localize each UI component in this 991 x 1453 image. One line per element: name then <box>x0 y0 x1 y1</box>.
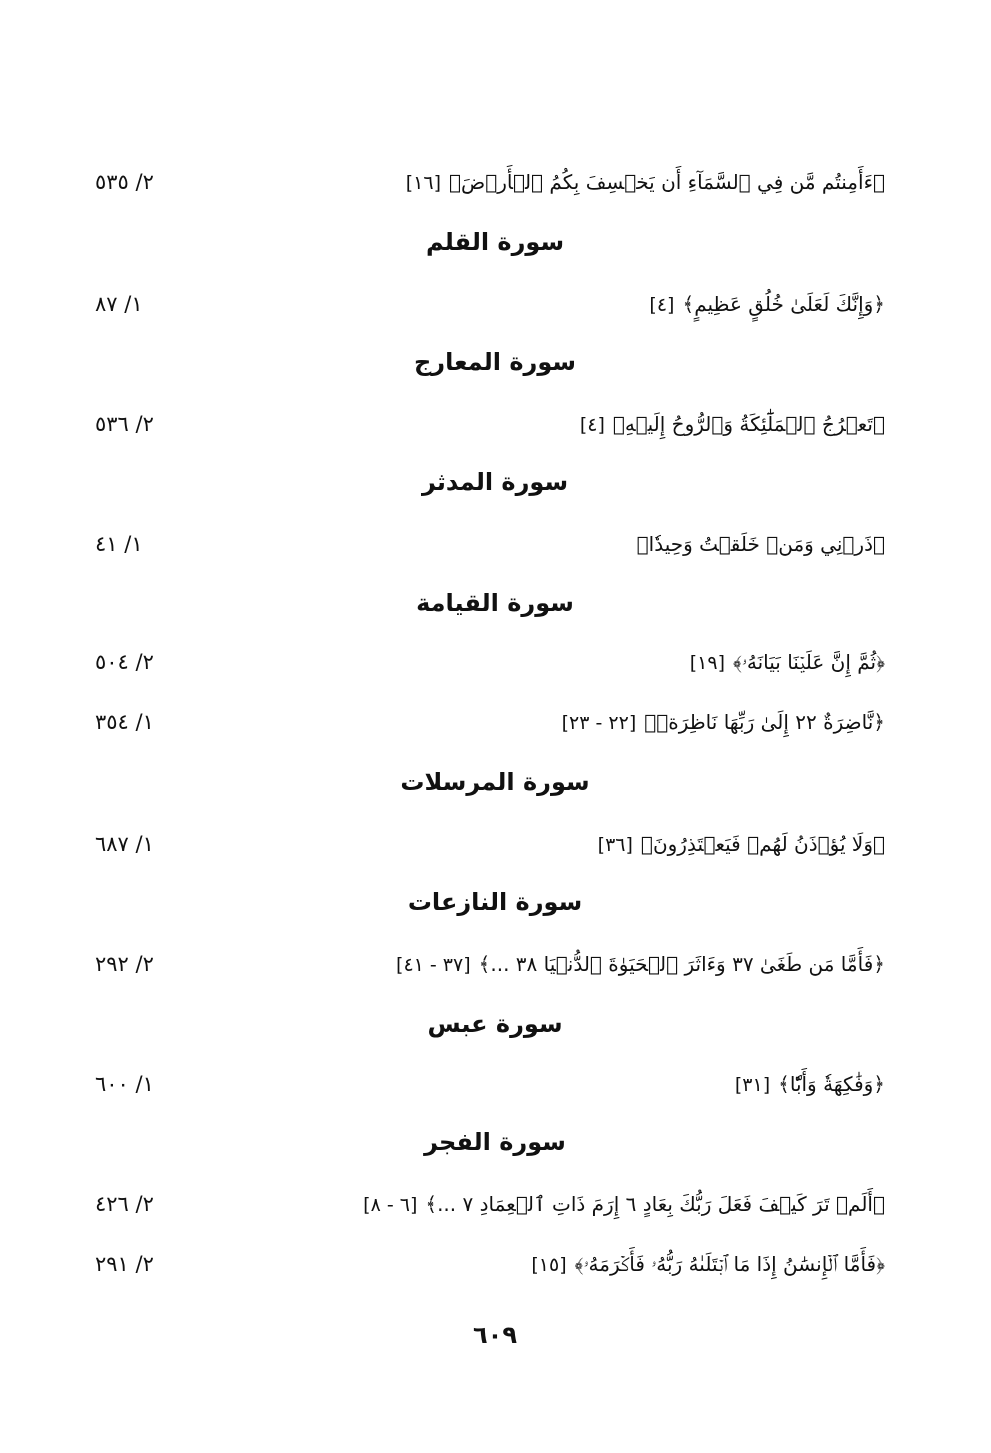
verse-text-line <box>690 640 885 684</box>
ornate-bracket-open: ﴿ <box>873 292 885 316</box>
verse-text-line <box>406 160 885 204</box>
verse-row <box>95 942 885 986</box>
ornate-bracket-close: ﴾ <box>644 710 657 734</box>
verse-text: أَلَمۡ تَرَ كَيۡفَ فَعَلَ رَبُّكَ بِعَادٍ ٦ إِرَمَ ذَاتِ ٱلۡعِمَادِ ٧ ... <box>437 1192 873 1216</box>
verse-text-line <box>580 402 885 446</box>
verse-reference: [٢٢ - ٢٣] <box>561 712 637 734</box>
ornate-bracket-open: ﴿ <box>873 952 885 976</box>
verse-text: وَلَا يُؤۡذَنُ لَهُمۡ فَيَعۡتَذِرُونَ <box>652 832 873 856</box>
ornate-bracket-open: ﴿ <box>873 1072 885 1096</box>
ornate-bracket-close: ﴾ <box>449 170 462 194</box>
volume-page-ref: ٢/ ٥٣٥ <box>95 170 154 194</box>
ornate-bracket-close: ﴾ <box>574 1252 584 1276</box>
volume-page-ref: ٢/ ٥٣٦ <box>95 412 154 436</box>
verse-text: وَإِنَّكَ لَعَلَىٰ خُلُقٍ عَظِيمٍ <box>694 292 874 316</box>
verse-reference: [٤] <box>649 294 675 316</box>
verse-row <box>95 700 885 744</box>
ornate-bracket-close: ﴾ <box>682 292 695 316</box>
surah-heading: سورة الفجر <box>424 1128 566 1156</box>
surah-heading: سورة النازعات <box>407 888 583 916</box>
verse-text: ثُمَّ إِنَّ عَلَيۡنَا بَيَانَهُۥ <box>741 650 877 674</box>
ornate-bracket-close: ﴾ <box>636 532 649 556</box>
verse-text: وَفَٰكِهَةٗ وَأَبّٗا <box>789 1072 874 1096</box>
ornate-bracket-open: ﴿ <box>872 170 885 194</box>
surah-heading: سورة المعارج <box>414 348 576 376</box>
verse-row <box>95 522 885 566</box>
ornate-bracket-open: ﴿ <box>872 412 885 436</box>
verse-row <box>95 402 885 446</box>
ornate-bracket-open: ﴿ <box>876 650 885 674</box>
verse-text-line <box>363 1182 885 1226</box>
verse-row <box>95 282 885 326</box>
verse-text-line <box>629 522 885 566</box>
volume-page-ref: ١/ ٤١ <box>95 532 143 556</box>
verse-text-line <box>531 1242 885 1286</box>
surah-heading: سورة القيامة <box>416 589 574 617</box>
verse-text-line <box>562 700 885 744</box>
verse-text: ذَرۡنِي وَمَنۡ خَلَقۡتُ وَحِيدٗا <box>648 532 873 556</box>
verse-row <box>95 160 885 204</box>
volume-page-ref: ٢/ ٢٩٢ <box>95 952 154 976</box>
verse-reference: [٣٦] <box>597 834 633 856</box>
verse-reference: [٦ - ٨] <box>363 1194 418 1216</box>
volume-page-ref: ١/ ٦٠٠ <box>95 1072 154 1096</box>
verse-row <box>95 640 885 684</box>
ornate-bracket-open: ﴿ <box>872 1192 885 1216</box>
ornate-bracket-close: ﴾ <box>732 650 742 674</box>
verse-text: ءَأَمِنتُم مَّن فِي ٱلسَّمَآءِ أَن يَخۡسِفَ بِكُمُ ٱلۡأَرۡضَ <box>461 170 873 194</box>
volume-page-ref: ١/ ٣٥٤ <box>95 710 154 734</box>
verse-reference: [١٩] <box>689 652 725 674</box>
volume-page-ref: ١/ ٨٧ <box>95 292 143 316</box>
ornate-bracket-close: ﴾ <box>778 1072 790 1096</box>
verse-row <box>95 822 885 866</box>
surah-heading: سورة القلم <box>425 228 565 256</box>
surah-heading: سورة عبس <box>427 1010 563 1038</box>
verse-text-line <box>396 942 885 986</box>
surah-heading: سورة المرسلات <box>400 768 590 796</box>
verse-text: نَّاضِرَةٌ ٢٢ إِلَىٰ رَبِّهَا نَاظِرَةٞ <box>656 710 874 734</box>
verse-row <box>95 1062 885 1106</box>
verse-text: فَأَمَّا مَن طَغَىٰ ٣٧ وَءَاثَرَ ٱلۡحَيَوٰةَ ٱلدُّنۡيَا ٣٨ ... <box>490 952 874 976</box>
ornate-bracket-close: ﴾ <box>640 832 653 856</box>
volume-page-ref: ١/ ٦٨٧ <box>95 832 154 856</box>
verse-text: فَأَمَّا ٱلۡإِنسَٰنُ إِذَا مَا ٱبۡتَلَىٰهُ رَبُّهُۥ فَأَكۡرَمَهُۥ <box>583 1252 877 1276</box>
verse-text-line <box>598 822 885 866</box>
ornate-bracket-close: ﴾ <box>612 412 625 436</box>
ornate-bracket-open: ﴿ <box>872 832 885 856</box>
ornate-bracket-open: ﴿ <box>873 710 885 734</box>
verse-reference: [٣٧ - ٤١] <box>396 954 471 976</box>
verse-text-line <box>735 1062 885 1106</box>
verse-text-line <box>649 282 885 326</box>
verse-reference: [٤] <box>579 414 605 436</box>
verse-reference: [١٦] <box>405 172 442 194</box>
surah-heading: سورة المدثر <box>421 468 569 496</box>
ornate-bracket-close: ﴾ <box>478 952 491 976</box>
verse-row <box>95 1242 885 1286</box>
page-number: ٦٠٩ <box>473 1321 517 1349</box>
verse-reference: [٣١] <box>734 1074 771 1096</box>
verse-reference: [١٥] <box>531 1254 567 1276</box>
volume-page-ref: ٢/ ٤٢٦ <box>95 1192 154 1216</box>
ornate-bracket-close: ﴾ <box>425 1192 438 1216</box>
verse-row <box>95 1182 885 1226</box>
ornate-bracket-open: ﴿ <box>872 532 885 556</box>
volume-page-ref: ٢/ ٢٩١ <box>95 1252 154 1276</box>
verse-text: تَعۡرُجُ ٱلۡمَلَٰٓئِكَةُ وَٱلرُّوحُ إِلَيۡهِ <box>624 412 873 436</box>
volume-page-ref: ٢/ ٥٠٤ <box>95 650 154 674</box>
ornate-bracket-open: ﴿ <box>876 1252 885 1276</box>
